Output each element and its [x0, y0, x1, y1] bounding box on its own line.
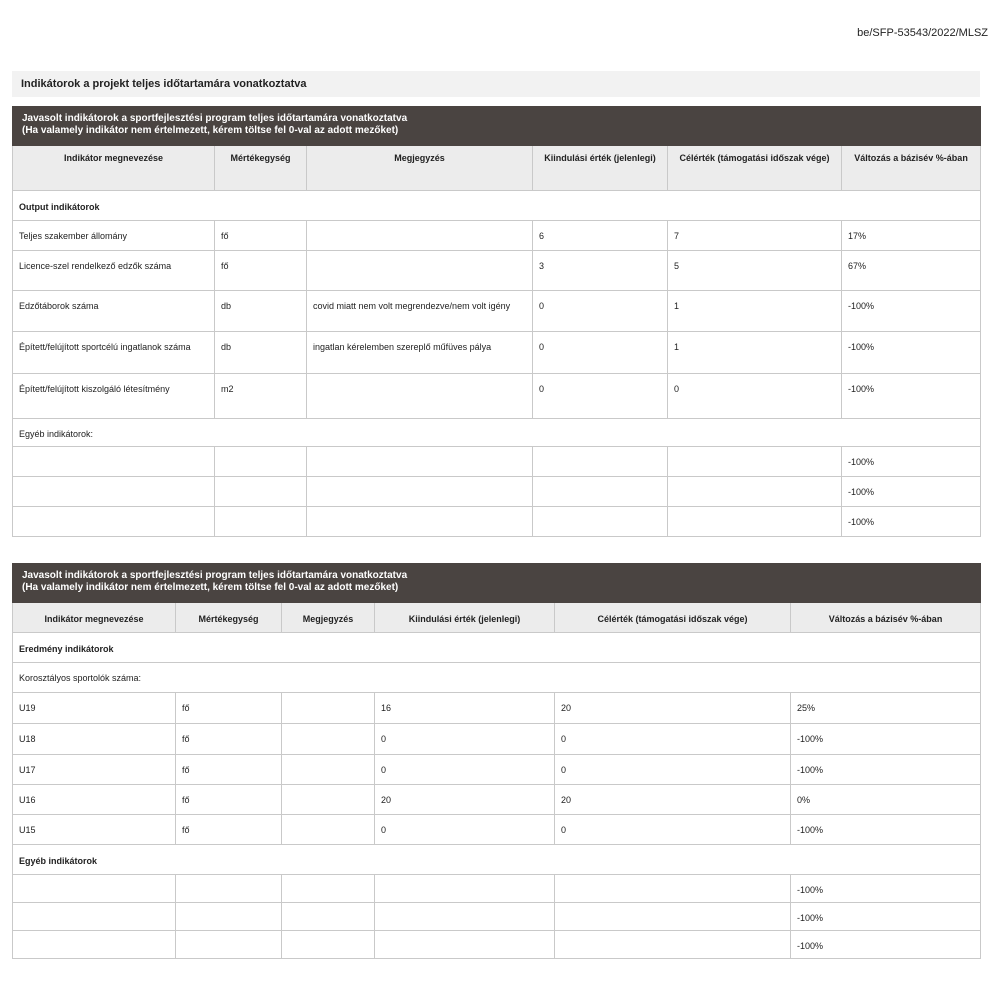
cell-note	[282, 755, 375, 785]
cell-note	[282, 785, 375, 815]
cell-baseline: 20	[375, 785, 555, 815]
cell-target: 1	[668, 291, 842, 332]
col-header-name: Indikátor megnevezése	[13, 603, 176, 633]
cell-unit: fő	[176, 815, 282, 845]
cell-unit: fő	[176, 724, 282, 755]
cell-change: 17%	[842, 221, 981, 251]
cell-change: -100%	[791, 755, 981, 785]
cell-change: -100%	[791, 903, 981, 931]
cell-note	[307, 251, 533, 291]
cell-target: 0	[668, 374, 842, 419]
group-label-age: Korosztályos sportolók száma:	[13, 663, 981, 693]
cell-change: 25%	[791, 693, 981, 724]
cell-unit: fő	[176, 755, 282, 785]
cell-change: -100%	[791, 724, 981, 755]
group-label-result: Eredmény indikátorok	[13, 633, 981, 663]
cell-target: 20	[555, 785, 791, 815]
table-row	[13, 221, 981, 251]
cell-change: -100%	[842, 374, 981, 419]
cell-name: Épített/felújított sportcélú ingatlanok száma	[13, 332, 215, 374]
cell-change: -100%	[791, 931, 981, 959]
cell-name: Licence-szel rendelkező edzők száma	[13, 251, 215, 291]
cell-baseline: 0	[375, 724, 555, 755]
cell-baseline: 0	[375, 815, 555, 845]
table-header-band	[13, 564, 981, 603]
cell-unit: m2	[215, 374, 307, 419]
cell-baseline: 3	[533, 251, 668, 291]
cell-baseline: 6	[533, 221, 668, 251]
cell-note	[307, 374, 533, 419]
col-header-note: Megjegyzés	[282, 603, 375, 633]
cell-note: ingatlan kérelemben szereplő műfüves pálya	[307, 332, 533, 374]
table-row	[13, 875, 981, 903]
section-title: Indikátorok a projekt teljes időtartamára vonatkoztatva	[12, 71, 980, 97]
group-row	[13, 663, 981, 693]
cell-change: -100%	[842, 332, 981, 374]
cell-baseline: 0	[533, 374, 668, 419]
cell-change: -100%	[842, 507, 981, 537]
table-row	[13, 755, 981, 785]
column-header-row	[13, 146, 981, 191]
cell-note: covid miatt nem volt megrendezve/nem volt igény	[307, 291, 533, 332]
cell-note	[307, 221, 533, 251]
cell-unit: fő	[176, 785, 282, 815]
cell-target: 20	[555, 693, 791, 724]
cell-name: U17	[13, 755, 176, 785]
table-header-title: Javasolt indikátorok a sportfejlesztési program teljes időtartamára vonatkoztatva	[22, 113, 408, 124]
cell-change: 0%	[791, 785, 981, 815]
cell-note	[282, 693, 375, 724]
col-header-name: Indikátor megnevezése	[13, 146, 215, 191]
cell-target: 7	[668, 221, 842, 251]
cell-change: -100%	[791, 875, 981, 903]
cell-unit: fő	[176, 693, 282, 724]
cell-change: -100%	[842, 477, 981, 507]
table-header-note: (Ha valamely indikátor nem értelmezett, kérem töltse fel 0-val az adott mezőket)	[22, 125, 399, 136]
group-label-other: Egyéb indikátorok:	[13, 419, 981, 447]
cell-baseline: 0	[533, 291, 668, 332]
col-header-unit: Mértékegység	[215, 146, 307, 191]
col-header-note: Megjegyzés	[307, 146, 533, 191]
cell-change: -100%	[842, 291, 981, 332]
cell-change: 67%	[842, 251, 981, 291]
table-row	[13, 724, 981, 755]
cell-target: 0	[555, 724, 791, 755]
document-reference: be/SFP-53543/2022/MLSZ	[857, 27, 988, 39]
cell-note	[282, 815, 375, 845]
col-header-baseline: Kiindulási érték (jelenlegi)	[375, 603, 555, 633]
table-row	[13, 374, 981, 419]
cell-name: U16	[13, 785, 176, 815]
cell-target: 0	[555, 815, 791, 845]
cell-baseline: 0	[533, 332, 668, 374]
cell-name: U15	[13, 815, 176, 845]
table-row	[13, 447, 981, 477]
cell-target: 0	[555, 755, 791, 785]
cell-unit: db	[215, 291, 307, 332]
col-header-change: Változás a bázisév %-ában	[791, 603, 981, 633]
group-row	[13, 633, 981, 663]
table-header-band	[13, 107, 981, 146]
table-row	[13, 903, 981, 931]
table-row	[13, 693, 981, 724]
cell-name: U18	[13, 724, 176, 755]
group-row	[13, 845, 981, 875]
cell-note	[282, 724, 375, 755]
cell-target: 5	[668, 251, 842, 291]
cell-name: U19	[13, 693, 176, 724]
cell-change: -100%	[842, 447, 981, 477]
cell-baseline: 16	[375, 693, 555, 724]
cell-target: 1	[668, 332, 842, 374]
table-row	[13, 251, 981, 291]
table-row	[13, 785, 981, 815]
col-header-target: Célérték (támogatási időszak vége)	[668, 146, 842, 191]
col-header-change: Változás a bázisév %-ában	[842, 146, 981, 191]
table-row	[13, 815, 981, 845]
table-row	[13, 507, 981, 537]
table-row	[13, 477, 981, 507]
group-label-output: Output indikátorok	[13, 191, 981, 221]
col-header-baseline: Kiindulási érték (jelenlegi)	[533, 146, 668, 191]
group-label-other: Egyéb indikátorok	[13, 845, 981, 875]
table-row	[13, 332, 981, 374]
cell-change: -100%	[791, 815, 981, 845]
group-row	[13, 191, 981, 221]
table-row	[13, 931, 981, 959]
cell-unit: fő	[215, 251, 307, 291]
cell-name: Edzőtáborok száma	[13, 291, 215, 332]
cell-unit: db	[215, 332, 307, 374]
cell-baseline: 0	[375, 755, 555, 785]
cell-unit: fő	[215, 221, 307, 251]
table-header-title: Javasolt indikátorok a sportfejlesztési program teljes időtartamára vonatkoztatva	[22, 570, 408, 581]
column-header-row	[13, 603, 981, 633]
output-indicators-table	[12, 106, 981, 537]
cell-name: Teljes szakember állomány	[13, 221, 215, 251]
col-header-unit: Mértékegység	[176, 603, 282, 633]
table-row	[13, 291, 981, 332]
cell-name: Épített/felújított kiszolgáló létesítmény	[13, 374, 215, 419]
col-header-target: Célérték (támogatási időszak vége)	[555, 603, 791, 633]
result-indicators-table	[12, 563, 981, 959]
table-header-note: (Ha valamely indikátor nem értelmezett, kérem töltse fel 0-val az adott mezőket)	[22, 582, 399, 593]
group-row	[13, 419, 981, 447]
